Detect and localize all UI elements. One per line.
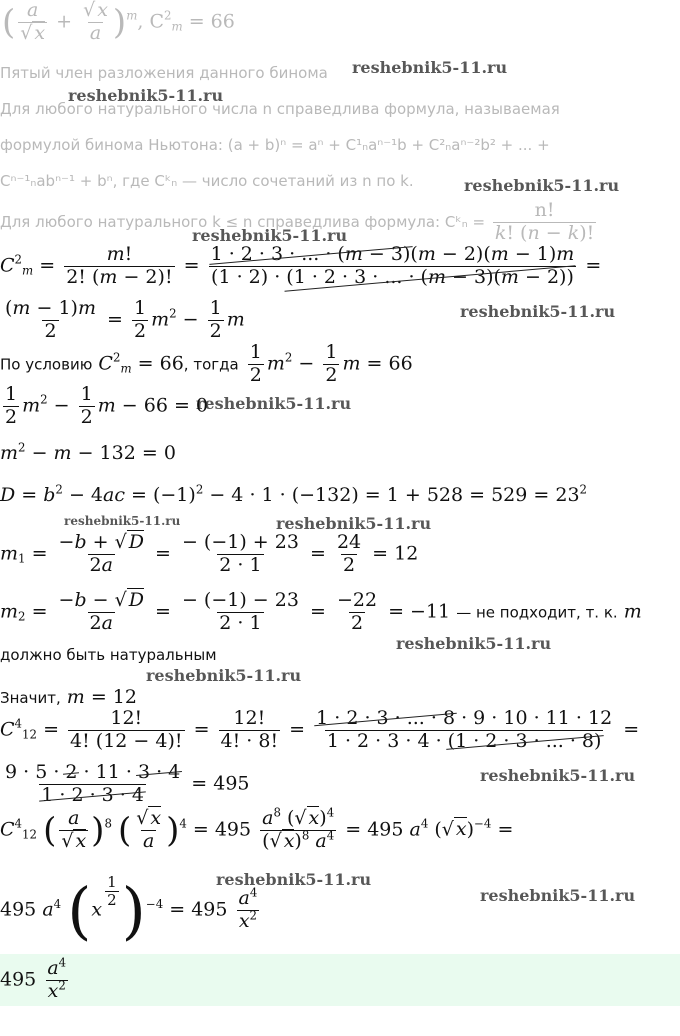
formula-line: $m^2 - m - 132 = 0$ [0,440,176,464]
watermark: reshebnik5-11.ru [276,514,432,533]
text-line: должно быть натуральным [0,646,217,664]
formula-line: $\frac{9 \cdot 5 \cdot 2 \cdot 11 \cdot 3 \cdot 4}{1 \cdot 2 \cdot 3 \cdot 4}$ = 495 [5,761,250,806]
theory-line: Для любого натурального k ≤ n справедлива формула: Cᵏₙ = $\frac{n!}{k! (n - k)!}$ [0,199,595,244]
watermark: reshebnik5-11.ru [64,514,181,528]
formula-line: По условию $C^2_m = 66$, тогда $\frac{1}{2}$ $m^2$ − $\frac{1}{2}$ m = 66 [0,341,413,386]
formula-line: $C^4_{12}$ = $\frac{12!}{4! (12 - 4)!}$ = $\frac{12!}{4! \cdot 8!}$ = $\frac{1 \cdot 2 \cdot 3 \cdot ... \cdot 8 \cdot 9 \cdot 10 \cdot 11 \cdot 12}{1 \cdot 2 \cdot 3 \cdot 4 \cdot (1 \cdot 2 \cdot 3 \cdot ... \cdot 8)}$ = [0,707,640,752]
formula-line: 495 $a^4$ (x $\frac{1}{2}$ )$^{-4}$ = 495 $\frac{a^4}{x^2}$ [0,873,258,947]
formula-line: $m_2$ = $\frac{-b - √ D}{2a}$ = $\frac{- (-1) - 23}{2 \cdot 1}$ = $\frac{-22}{2}$ = −11 — не подходит, т. к. m [0,589,642,634]
watermark: reshebnik5-11.ru [480,766,636,785]
watermark: reshebnik5-11.ru [352,58,508,77]
answer-box [0,954,680,1006]
formula-line: $D = b^2 - 4ac = (-1)^2 - 4 \cdot 1 \cdot (-132) = 1 + 528 = 529 = 23^2$ [0,482,588,506]
watermark: reshebnik5-11.ru [480,886,636,905]
formula-line: $C^4_{12}$ ( $\frac{a}{√ x}$ )$^8$ ( $\frac{√ x}{a}$ )$^4$ = 495 $\frac{a^8 (√ x)^4}{(√ x)^8 a^4}$ = 495 $a^4$ (√ x)$^{-4}$ = [0,805,514,852]
theory-line: формулой бинома Ньютона: (a + b)ⁿ = aⁿ + C¹ₙaⁿ⁻¹b + C²ₙaⁿ⁻²b² + ... + [0,136,550,154]
watermark: reshebnik5-11.ru [396,634,552,653]
watermark: reshebnik5-11.ru [146,666,302,685]
problem-condition: ( $\frac{a}{√ x}$ + $\frac{√ x}{a}$ )$^m$, $C^2_m = 66$ [2,0,235,44]
theory-line: Для любого натурального числа n справедлива формула, называемая [0,100,560,118]
watermark: reshebnik5-11.ru [68,86,224,105]
theory-line: Cⁿ⁻¹ₙabⁿ⁻¹ + bⁿ, где Cᵏₙ — число сочетаний из n по k. [0,172,414,190]
watermark: reshebnik5-11.ru [216,870,372,889]
watermark: reshebnik5-11.ru [192,226,348,245]
watermark: reshebnik5-11.ru [464,176,620,195]
formula-line: $m_1$ = $\frac{-b + √ D}{2a}$ = $\frac{- (-1) + 23}{2 \cdot 1}$ = $\frac{24}{2}$ = 12 [0,531,419,576]
formula-line: $C^2_m$ = $\frac{m!}{2! (m - 2)!}$ = $\frac{1 \cdot 2 \cdot 3 \cdot ... \cdot (m - 3)(m - 2)(m - 1)m}{(1 \cdot 2) \cdot (1 \cdot 2 \cdot 3 \cdot ... \cdot (m - 3)(m - 2))}$ = [0,243,602,288]
answer-formula: 495 $\frac{a^4}{x^2}$ [0,955,67,1002]
formula-line: $\frac{(m - 1)m}{2}$ = $\frac{1}{2}$ $m^2$ − $\frac{1}{2}$ m [5,297,245,342]
task-text: Пятый член разложения данного бинома [0,64,328,82]
formula-line: $\frac{1}{2}$ $m^2$ − $\frac{1}{2}$ m − 66 = 0 [5,383,209,428]
watermark: reshebnik5-11.ru [196,394,352,413]
formula-line: Значит, m = 12 [0,686,137,708]
watermark: reshebnik5-11.ru [460,302,616,321]
